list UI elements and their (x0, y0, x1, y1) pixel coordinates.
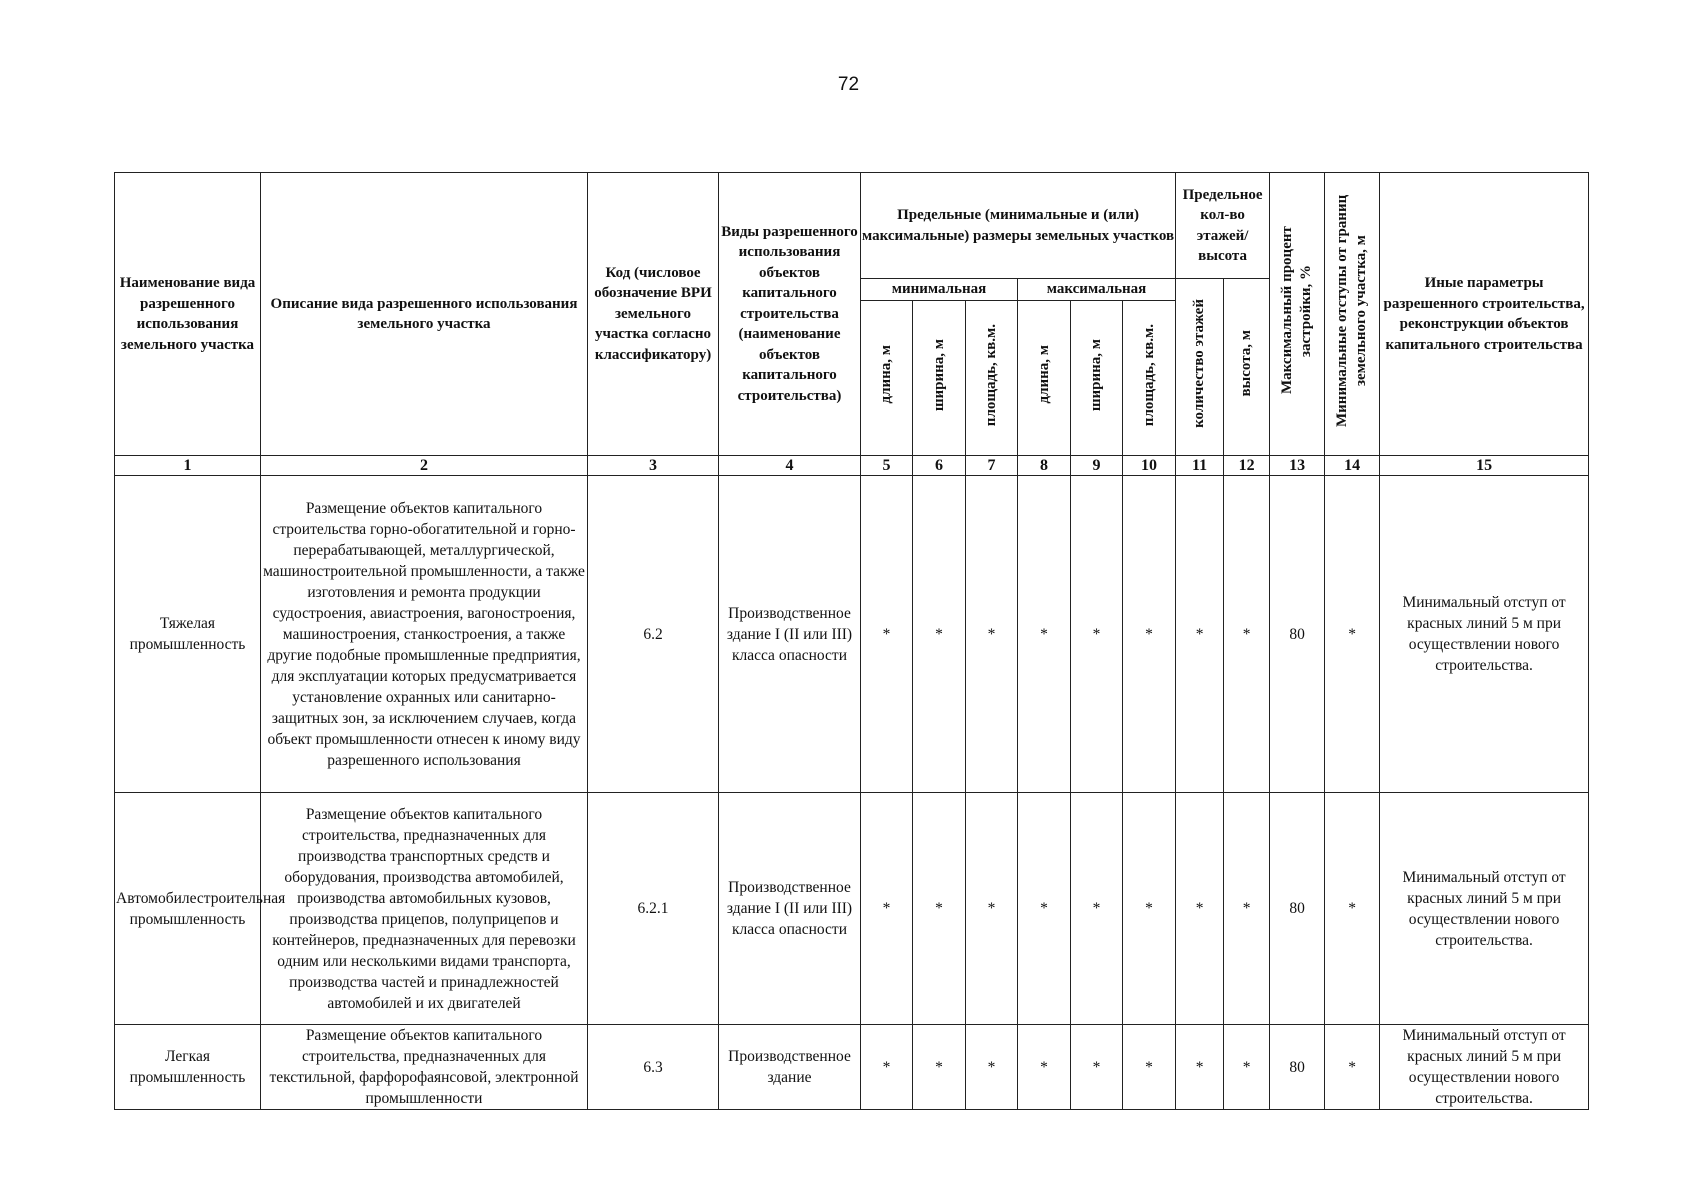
header-max-area (1123, 301, 1176, 456)
min-length-value: * (861, 1025, 913, 1110)
column-number: 5 (861, 456, 913, 476)
column-number: 8 (1018, 456, 1071, 476)
table-row (115, 476, 1589, 793)
header-max-width (1071, 301, 1123, 456)
header-floors-group: Предельное кол-во этажей/ высота (1176, 173, 1270, 279)
other-params-value: Минимальный отступ от красных линий 5 м при осуществлении нового строительства. (1380, 476, 1589, 793)
column-number: 3 (588, 456, 719, 476)
header-max-percent-text: Максимальный процент застройки, % (1279, 226, 1315, 395)
use-description: Размещение объектов капитального строительства горно-обогатительной и горно-перерабатывающей, металлургической, машиностроительной промышленности, а также изготовления и ремонта продукции судостроения, авиастроения, вагоностроения, машиностроения, станкостроения, а также другие подобные промышленные предприятия, для эксплуатации которых предусматривается установление охранных или санитарно-защитных зон, за исключением случаев, когда объект промышленности отнесен к иному виду разрешенного использования (261, 476, 588, 793)
header-max-percent (1270, 173, 1325, 456)
header-min-length (861, 301, 913, 456)
height-value: * (1224, 476, 1270, 793)
max-length-value: * (1018, 476, 1071, 793)
object-types: Производственное здание I (II или III) класса опасности (719, 793, 861, 1025)
header-description: Описание вида разрешенного использования земельного участка (261, 173, 588, 456)
use-description: Размещение объектов капитального строительства, предназначенных для производства транспортных средств и оборудования, производства автомобилей, производства автомобильных кузовов, производства прицепов, полуприцепов и контейнеров, предназначенных для перевозки одним или несколькими видами транспорта, производства частей и принадлежностей автомобилей и их двигателей (261, 793, 588, 1025)
header-code: Код (числовое обозначение ВРИ земельного участка согласно классификатору) (588, 173, 719, 456)
min-width-value: * (913, 1025, 966, 1110)
other-params-value: Минимальный отступ от красных линий 5 м при осуществлении нового строительства. (1380, 793, 1589, 1025)
header-max-length (1018, 301, 1071, 456)
table-row (115, 1025, 1589, 1110)
table-row (115, 793, 1589, 1025)
header-min-setback (1325, 173, 1380, 456)
min-setback-value: * (1325, 476, 1380, 793)
use-name: Легкая промышленность (115, 1025, 261, 1110)
min-area-value: * (966, 1025, 1018, 1110)
header-min-width-text: ширина, м (930, 338, 947, 411)
height-value: * (1224, 793, 1270, 1025)
max-length-value: * (1018, 1025, 1071, 1110)
max-width-value: * (1071, 793, 1123, 1025)
column-number: 6 (913, 456, 966, 476)
column-number: 13 (1270, 456, 1325, 476)
header-permitted-use-name: Наименование вида разрешенного использования земельного участка (115, 173, 261, 456)
min-area-value: * (966, 476, 1018, 793)
header-other-params: Иные параметры разрешенного строительства, реконструкции объектов капитального строительства (1380, 173, 1589, 456)
max-percent-value: 80 (1270, 1025, 1325, 1110)
min-setback-value: * (1325, 793, 1380, 1025)
column-number: 4 (719, 456, 861, 476)
column-number: 1 (115, 456, 261, 476)
header-plot-sizes: Предельные (минимальные и (или) максимальные) размеры земельных участков (861, 173, 1176, 279)
header-max-group: максимальная (1018, 279, 1176, 301)
header-floors-count (1176, 279, 1224, 456)
column-number: 14 (1325, 456, 1380, 476)
use-name: Тяжелая промышленность (115, 476, 261, 793)
header-max-width-text: ширина, м (1088, 338, 1105, 411)
max-area-value: * (1123, 1025, 1176, 1110)
header-max-area-text: площадь, кв.м. (1140, 323, 1157, 426)
header-height-text: высота, м (1238, 330, 1255, 398)
header-min-area (966, 301, 1018, 456)
floors-value: * (1176, 476, 1224, 793)
header-min-width (913, 301, 966, 456)
min-length-value: * (861, 793, 913, 1025)
use-code: 6.2.1 (588, 793, 719, 1025)
min-width-value: * (913, 793, 966, 1025)
header-max-length-text: длина, м (1035, 345, 1052, 404)
column-number: 12 (1224, 456, 1270, 476)
use-name: Автомобилестроительная промышленность (115, 793, 261, 1025)
header-min-setback-text: Минимальные отступы от границ земельного участка, м (1334, 194, 1370, 427)
min-length-value: * (861, 476, 913, 793)
header-floors-count-text: количество этажей (1191, 299, 1208, 429)
object-types: Производственное здание (719, 1025, 861, 1110)
height-value: * (1224, 1025, 1270, 1110)
min-area-value: * (966, 793, 1018, 1025)
max-width-value: * (1071, 476, 1123, 793)
use-code: 6.2 (588, 476, 719, 793)
object-types: Производственное здание I (II или III) класса опасности (719, 476, 861, 793)
header-min-area-text: площадь, кв.м. (983, 323, 1000, 426)
use-code: 6.3 (588, 1025, 719, 1110)
header-min-length-text: длина, м (878, 345, 895, 404)
floors-value: * (1176, 793, 1224, 1025)
header-object-types: Виды разрешенного использования объектов капитального строительства (наименование объектов капитального строительства) (719, 173, 861, 456)
other-params-value: Минимальный отступ от красных линий 5 м при осуществлении нового строительства. (1380, 1025, 1589, 1110)
header-min-group: минимальная (861, 279, 1018, 301)
header-height (1224, 279, 1270, 456)
column-number: 2 (261, 456, 588, 476)
column-number-row (115, 456, 1589, 476)
max-area-value: * (1123, 793, 1176, 1025)
max-width-value: * (1071, 1025, 1123, 1110)
max-percent-value: 80 (1270, 476, 1325, 793)
max-area-value: * (1123, 476, 1176, 793)
max-length-value: * (1018, 793, 1071, 1025)
page-number: 72 (837, 74, 860, 95)
column-number: 11 (1176, 456, 1224, 476)
min-setback-value: * (1325, 1025, 1380, 1110)
max-percent-value: 80 (1270, 793, 1325, 1025)
column-number: 10 (1123, 456, 1176, 476)
floors-value: * (1176, 1025, 1224, 1110)
min-width-value: * (913, 476, 966, 793)
column-number: 15 (1380, 456, 1589, 476)
regulations-table (114, 172, 1589, 1110)
column-number: 9 (1071, 456, 1123, 476)
column-number: 7 (966, 456, 1018, 476)
use-description: Размещение объектов капитального строительства, предназначенных для текстильной, фарфорофаянсовой, электронной промышленности (261, 1025, 588, 1110)
